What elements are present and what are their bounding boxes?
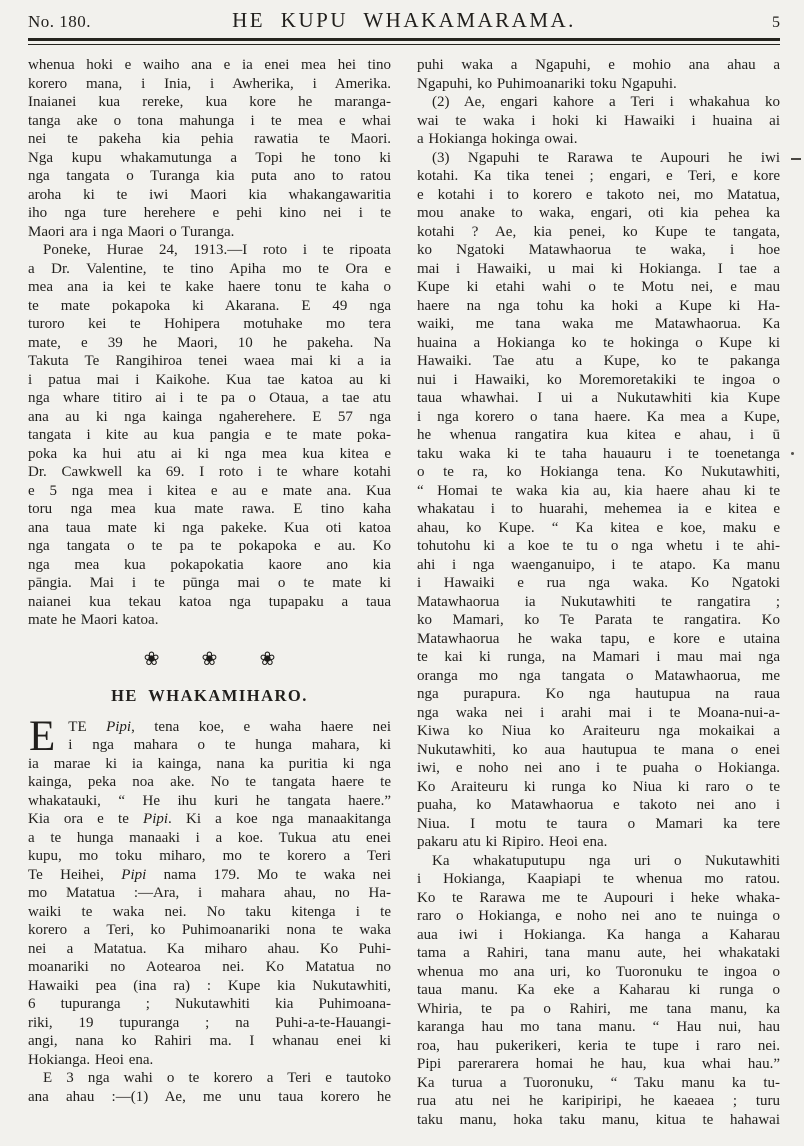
header-rule-thin	[28, 44, 780, 45]
text-line: Niua. I motu te taura o Mamari ka tere	[417, 815, 780, 832]
text-line: angi, nana ko Rahiri ma. I whanau enei ki	[28, 1033, 391, 1049]
text-line: nga mea kua pokapokatia kaore ano kia	[28, 556, 391, 573]
text-line: pakaru atu ki Ripiro. Heoi ena.	[417, 834, 608, 850]
text-line: raro o Hokianga, e noho nei ano te nuinga o	[417, 908, 780, 924]
text-line: nga tangata o Turanga kia puta ano to ratou	[28, 168, 391, 184]
text-line: turoro kei te Hohipera motuhake mo tera	[28, 316, 391, 332]
text-line: Hawaiki pea (ina ra) : Kupe kia Nukutawhiti,	[28, 977, 391, 994]
text-line: puhi waka a Ngapuhi, e mohio ana ahau a	[417, 57, 780, 73]
text-line: Te Heihei, Pipi nama 179. Mo te waka nei	[28, 866, 391, 883]
text-line: he whenua rangatira kua kitea e ahau, i ū	[417, 427, 780, 443]
text-line: korero a Teri, ko Puhimoanariki nona te waka	[28, 922, 391, 938]
text-line: Ko Araiteuru ki runga ko Niua ki raro o te	[417, 778, 780, 795]
drop-cap: E	[29, 712, 56, 760]
text-line: mea ana ia kei te kake haere tonu te kaha o	[28, 279, 391, 295]
text-line: nga waka nei i arahi mai i te Moana-nui-a-	[417, 704, 780, 721]
fleuron-icon: ❀	[143, 647, 160, 670]
paragraph	[417, 93, 780, 149]
text-line: whenua mo ana uri, ko Tuoronuku te ingoa o	[417, 963, 780, 980]
text-line: ia marae ki ia kainga, nana ka puritia ki nga	[28, 755, 391, 772]
text-line: Whiria, te pa o Rahiri, me tana manu, ka	[417, 1000, 780, 1017]
text-line: pāngia. Mai i te pūnga mai o te mate ki	[28, 575, 391, 591]
text-line: Ko te Rarawa me te Aupouri i heke whaka-	[417, 889, 780, 906]
text-line: Maori ara i nga Maori o Turanga.	[28, 223, 235, 240]
text-line: mai i Hawaiki, u mai ki Hokianga. I tae a	[417, 260, 780, 277]
column-right	[417, 56, 780, 1129]
paragraph	[417, 852, 780, 1130]
text-line: rua atu nei he karipiripi, he kaeaea ; turu	[417, 1093, 780, 1109]
text-line: Inaianei kua rereke, kua kore he maranga-	[28, 94, 391, 110]
text-line: Kupe ki etahi wahi o te Motu nei, e mau	[417, 279, 780, 295]
text-line: riki, 19 tupuranga ; na Puhi-a-te-Hauangi-	[28, 1014, 391, 1031]
text-line: Ngapuhi, ko Puhimoanariki toku Ngapuhi.	[417, 75, 677, 92]
text-line: whenua hoki e waiho ana e ia enei mea hei tino	[28, 57, 391, 73]
text-line: Matawhaorua ia Nukutawhiti te rangatira ;	[417, 593, 780, 610]
text-line: whakatauki, “ He ihu kuri he tangata haere.”	[28, 792, 391, 809]
text-line: ko Ngatoki Matawhaorua te waka, i hoe	[417, 242, 780, 258]
text-line: i nga korero o tana haere. Ka mea a Kupe,	[417, 408, 780, 425]
text-line: puaha, ko Matawhaorua e takoto nei ano i	[417, 797, 780, 813]
text-line: naianei kua tekau katoa nga tupapaku a taua	[28, 593, 391, 610]
text-line: oranga mo nga tangata o Matawhaorua, me	[417, 667, 780, 684]
text-line: 6 tupuranga ; Nukutawhiti kia Puhimoana-	[28, 996, 391, 1012]
text-line: kainga, peka noa ake. No te tangata haere te	[28, 774, 391, 790]
paragraph	[417, 149, 780, 852]
text-line: Takuta Te Rangihiroa tenei waea mai ki a ia	[28, 353, 391, 369]
text-line: mate he Maori katoa.	[28, 612, 159, 628]
text-line: Hokianga. Heoi ena.	[28, 1051, 154, 1068]
text-line: korero mana, i Inia, i Awherika, i Amerika.	[28, 75, 391, 92]
text-line: toru nga mea kua mate rawa. E tino kaha	[28, 501, 391, 517]
text-line: ana taua mate ki nga pakeke. Kua oti katoa	[28, 519, 391, 536]
text-line: ana au ki nga kainga ngaherehere. E 57 nga	[28, 408, 391, 425]
text-line: taku waka ki te taha hauauru i te toenetanga	[417, 445, 780, 462]
text-line: taua whawhai. I ui a Nukutawhiti kia Kupe	[417, 390, 780, 406]
paragraph	[28, 712, 391, 1070]
text-line: ana ahau :—(1) Ae, me unu taua korero he	[28, 1088, 391, 1105]
scan-artifact-dot	[791, 452, 794, 455]
paragraph	[28, 241, 391, 630]
text-line: Pipi parerarera homai he hau, kua whai hau.”	[417, 1056, 780, 1072]
text-line: aroha ki te iwi Maori kia whakangawaritia	[28, 186, 391, 203]
masthead	[28, 8, 780, 33]
text-line: Dr. Cawkwell ka 69. I roto i te whare kotahi	[28, 464, 391, 480]
fleuron-icon: ❀	[201, 647, 218, 670]
text-line: nga tangata o te pa te pokapoka e au. Ko	[28, 538, 391, 554]
text-line: e 5 nga mea i kitea e au e mate ana. Kua	[28, 482, 391, 499]
text-line: “ Homai te waka kia au, kia haere ahau ki te	[417, 482, 780, 499]
text-line: te mate pokapoka ki Akarana. E 49 nga	[28, 297, 391, 314]
text-line: nui i Hawaiki, ko Moremoretakiki te ingoa o	[417, 371, 780, 388]
page-number: 5	[772, 14, 780, 31]
paragraph	[28, 56, 391, 241]
text-line: te kai ki runga, na Mamari i mau mai nga	[417, 649, 780, 665]
text-line: Nga kupu whakamutunga a Topi he tono ki	[28, 149, 391, 166]
text-line: tangata i kite au kua pangia e te mate poka-	[28, 427, 391, 443]
issue-number: No. 180.	[28, 12, 92, 31]
text-line: i patua mai i Kaikohe. Kua tae katoa au ki	[28, 371, 391, 388]
text-line: waiki te waka nei. No taku kitenga i te	[28, 903, 391, 920]
section-heading: HE WHAKAMIHARO.	[111, 686, 308, 705]
text-line: Ka whakatuputupu nga uri o Nukutawhiti	[432, 852, 780, 869]
text-line: mou anake to waka, engari, oti kia pehea ka	[417, 205, 780, 221]
text-line: huaina a Hokianga ko te hokinga o Kupe ki	[417, 334, 780, 351]
text-line: Ka turua a Tuoronuku, “ Taku manu ka tu-	[417, 1074, 780, 1091]
text-line: nga purapura. Ko nga hautupua na raua	[417, 686, 780, 702]
paragraph	[28, 1069, 391, 1106]
text-line: haere na nga tohu ka hoki a Kupe ki Ha-	[417, 297, 780, 314]
text-line: i Hokianga, Kaapiapi te whenua mo ratou.	[417, 871, 780, 887]
text-line: ko Mamari, ko Te Parata te rangatira. Ko	[417, 612, 780, 628]
scan-artifact-dash	[791, 158, 801, 160]
text-line: (3) Ngapuhi te Rarawa te Aupouri he iwi	[432, 149, 780, 166]
text-line: nga whare titiro ai i te pa o Otaua, a tae atu	[28, 390, 391, 406]
text-line: taku manu, hoka taku manu, kitua te hahawai	[417, 1111, 780, 1128]
text-line: o te ra, ko Hokianga tena. Ko Nukutawhiti,	[417, 464, 780, 480]
text-line: (2) Ae, engari kahore a Teri i whakahua ko	[432, 94, 780, 110]
column-left	[28, 56, 391, 1129]
text-line: kotahi. Ka tika tenei ; engari, e Teri, e kore	[417, 168, 780, 184]
paragraph	[417, 56, 780, 93]
text-line: wai te waka i hoki ki Hawaiki i huaina ai	[417, 112, 780, 129]
text-line: Kia ora e te Pipi. Ki a koe nga manaakitanga	[28, 811, 391, 827]
text-line: kupu, mo toku miharo, mo te korero a Teri	[28, 848, 391, 864]
text-line: taua manu. Ka eke a Kaharau ki runga o	[417, 982, 780, 998]
text-line: Nukutawhiti, ko aua hautupua te mana o enei	[417, 741, 780, 758]
text-line: e kotahi i to korero e takoto nei, mo Matatua,	[417, 186, 780, 203]
text-line: Matawhaorua he waka tapu, e kore e utaina	[417, 630, 780, 647]
text-line: moanariki no Aotearoa nei. Ko Matatua no	[28, 959, 391, 975]
text-line: aua iwi i Hokianga. Ka hanga a Kaharau	[417, 926, 780, 943]
text-line: a Hokianga hokinga owai.	[417, 131, 578, 147]
text-line: iwi, e noho nei ano i te puaha o Hokianga.	[417, 760, 780, 776]
fleuron-icon: ❀	[259, 647, 276, 670]
text-line: ahau, ko Kupe. “ Ka kitea e koe, maku e	[417, 519, 780, 536]
text-line: i nga mahara o te hunga mahara, ki	[68, 737, 391, 753]
text-line: tanga ake o tona mahunga i te mea e whai	[28, 112, 391, 129]
text-line: nei a Matatua. Ka miharo ahau. Ko Puhi-	[28, 940, 391, 957]
text-line: iho nga ture herehere e pehi kino nei i te	[28, 205, 391, 221]
text-line: nei te pakeha kia pehia rawatia te Maori.	[28, 131, 391, 147]
text-line: a Dr. Valentine, te tino Apiha mo te Ora e	[28, 260, 391, 277]
text-line: a te hunga manaaki i a koe. Tukua atu enei	[28, 829, 391, 846]
text-line: karanga hau mo tana manu. “ Hau nui, hau	[417, 1019, 780, 1035]
text-line: ahi i nga waenganuipo, i te atapo. Ka manu	[417, 556, 780, 573]
ornament-row	[28, 647, 391, 670]
text-line: TE Pipi, tena koe, e waha haere nei	[68, 718, 391, 735]
text-line: whakatau i to huarahi, mehemea ia e kitea e	[417, 501, 780, 517]
text-line: E 3 nga wahi o te korero a Teri e tautoko	[43, 1070, 391, 1086]
text-line: Poneke, Hurae 24, 1913.—I roto i te ripoata	[43, 242, 391, 258]
text-line: poka ka hui atu ai ki nga mea kua kitea e	[28, 445, 391, 462]
text-line: mo Matatua :—Ara, i mahara ahau, no Ha-	[28, 885, 391, 901]
text-columns	[28, 56, 780, 1129]
text-line: waiki, me tana waka me Matawhaorua. Ka	[417, 316, 780, 332]
text-line: i Hawaiki e rua nga waka. Ko Ngatoki	[417, 575, 780, 591]
text-line: Kiwa ko Niua ko Araiteuru nga mokaikai a	[417, 723, 780, 739]
text-line: kotahi ? Ae, kia penei, ko Kupe te tangata,	[417, 223, 780, 240]
text-line: mate, e 39 he Maori, 10 he pakeha. Na	[28, 334, 391, 351]
header-rule-thick	[28, 38, 780, 41]
page-title: HE KUPU WHAKAMARAMA.	[232, 8, 576, 32]
text-line: Hawaiki. Tae atu a Kupe, ko te pakanga	[417, 353, 780, 369]
text-line: tohutohu ki a koe te tu o nga whetu i te ahi-	[417, 538, 780, 554]
text-line: roa, hau pukerikeri, keria te tupe i raro nei.	[417, 1037, 780, 1054]
text-line: tama a Rahiri, tana manu aute, hei whakataki	[417, 945, 780, 961]
